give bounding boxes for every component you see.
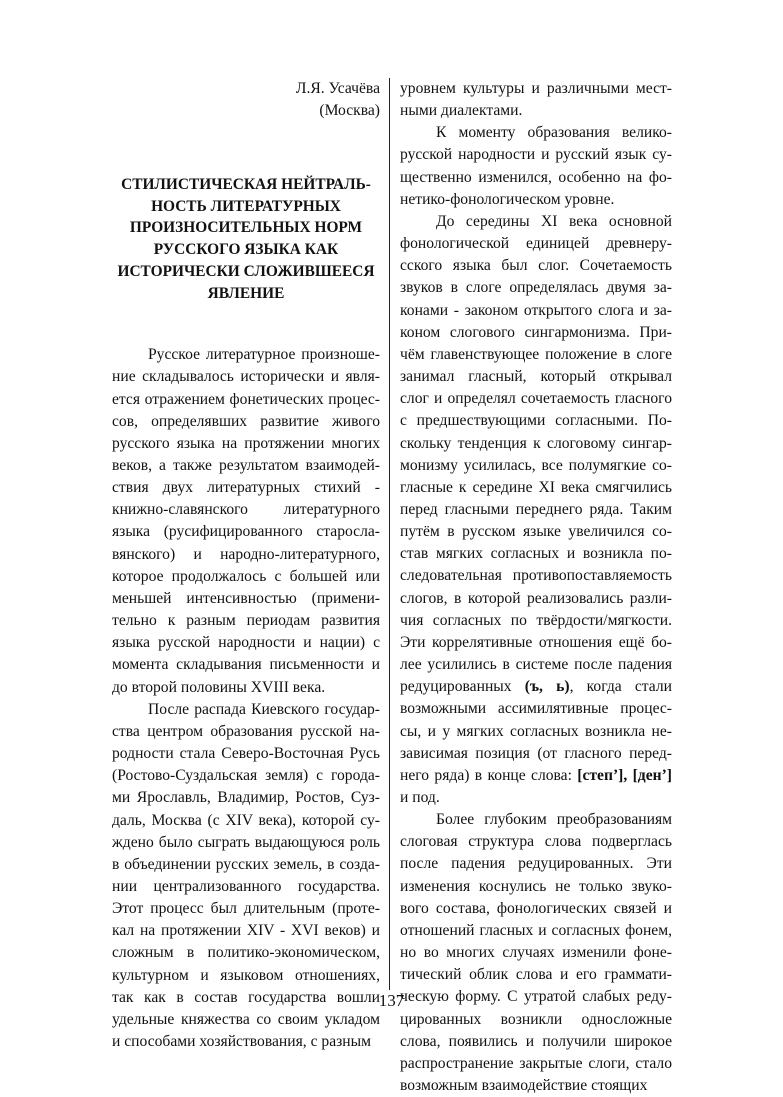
paragraph <box>400 211 672 809</box>
example-separator: , <box>623 766 628 784</box>
paragraph-text: , когда стали возможными ассимилятивные процес-сы, и у мягких согласных возникла не-зависимая позиция (от гласного перед-него ряда) в конце слова: <box>400 678 672 784</box>
title-line: СТИЛИСТИЧЕСКАЯ НЕЙТРАЛЬ- <box>121 176 371 193</box>
paragraph: После распада Киевского государ-ства центром образования русской на-родности стала Северо-Восточная Русь (Ростово-Суздальская земля) с города-ми Ярославль, Владимир, Ростов, Суз-даль, Москва (с XIV века), которой су-ждено было сыграть выдающуюся роль в объединении русских земель, в созда-нии централизованного государства. Этот процесс был длительным (проте-кал на протяжении XIV - XVI веков) и сложным в политико-экономическом, культурном и языковом отношениях, так как в состав государства вошли удельные княжества со своим укладом и способами хозяйствования, с разным <box>112 700 380 1051</box>
article-title <box>112 174 380 304</box>
left-column <box>112 78 380 1053</box>
column-divider <box>389 78 390 990</box>
example-word: [степ’] <box>577 766 624 784</box>
paragraph: К моменту образования велико-русской народности и русский язык су-щественно изменился, особенно на фо-нетико-фонологическом уровне. <box>400 124 672 208</box>
paragraph: Более глубоким преобразованиям слоговая структура слова подверглась после падения редуцированных. Эти изменения коснулись не только звуко-вого состава, фонологических связей и отношений гласных и согласных фонем, но во многих случаях изменили фоне-тический облик слова и его граммати-ческую форму. С утратой слабых реду-цированных возникли односложные слова, появились и получили широкое распространение закрытые слоги, стало возможным взаимодействие стоящих <box>400 811 672 1095</box>
title-line: ПРОИЗНОСИТЕЛЬНЫХ НОРМ <box>129 219 363 237</box>
author-location: (Москва) <box>319 102 380 119</box>
title-line: НОСТЬ ЛИТЕРАТУРНЫХ <box>151 197 341 215</box>
title-line: ЯВЛЕНИЕ <box>207 284 285 302</box>
paragraph: Русское литературное произноше-ние складывалось исторически и явля-ется отражением фонетических процес-сов, определявших развитие живого русского языка на протяжении многих веков, а также результатом взаимодей-ствия двух литературных стихий - книжно-славянского литературного языка (русифицированного старосла-вянского) и народно-литературного, которое продолжалось с большей или меньшей интенсивностью (примени-тельно к разным периодам развития языка русской народности и нации) с момента складывания письменности и до второй половины XVIII века. <box>112 346 380 696</box>
left-body <box>112 344 380 1053</box>
example-word: [ден’] <box>632 766 672 784</box>
paragraph-text: и под. <box>400 789 440 806</box>
right-column <box>400 78 672 1097</box>
author-block <box>112 78 380 122</box>
reduced-vowels-letters: (ъ, ь) <box>524 678 570 696</box>
paragraph-text: До середины XI века основной фонологической единицей древнеру-сского языка был слог. Сочетаемость звуков в слоге определялась двумя за-конами - законом открытого слога и за-коном слогового сингармонизма. При-чём главенствующее положение в слоге занимал гласный, который открывал слог и определял сочетаемость гласного с предшествующими согласными. По-скольку тенденция к слоговому сингар-монизму усилилась, все полумягкие со-гласные к середине XI века смягчились перед гласными переднего ряда. Таким путём в русском языке увеличился со-став мягких согласных и возникла по-следовательная противопоставляемость слогов, в которой реализовались разли-чия согласных по твёрдости/мягкости. Эти коррелятивные отношения ещё бо-лее усилились в системе после падения редуцированных <box>400 212 672 696</box>
title-line: ИСТОРИЧЕСКИ СЛОЖИВШЕЕСЯ <box>117 262 375 280</box>
page-number: 137 <box>378 991 405 1010</box>
author-name: Л.Я. Усачёва <box>295 80 380 97</box>
title-line: РУССКОГО ЯЗЫКА КАК <box>153 241 339 259</box>
paragraph-continuation: уровнем культуры и различными мест-ными диалектами. <box>400 80 672 120</box>
